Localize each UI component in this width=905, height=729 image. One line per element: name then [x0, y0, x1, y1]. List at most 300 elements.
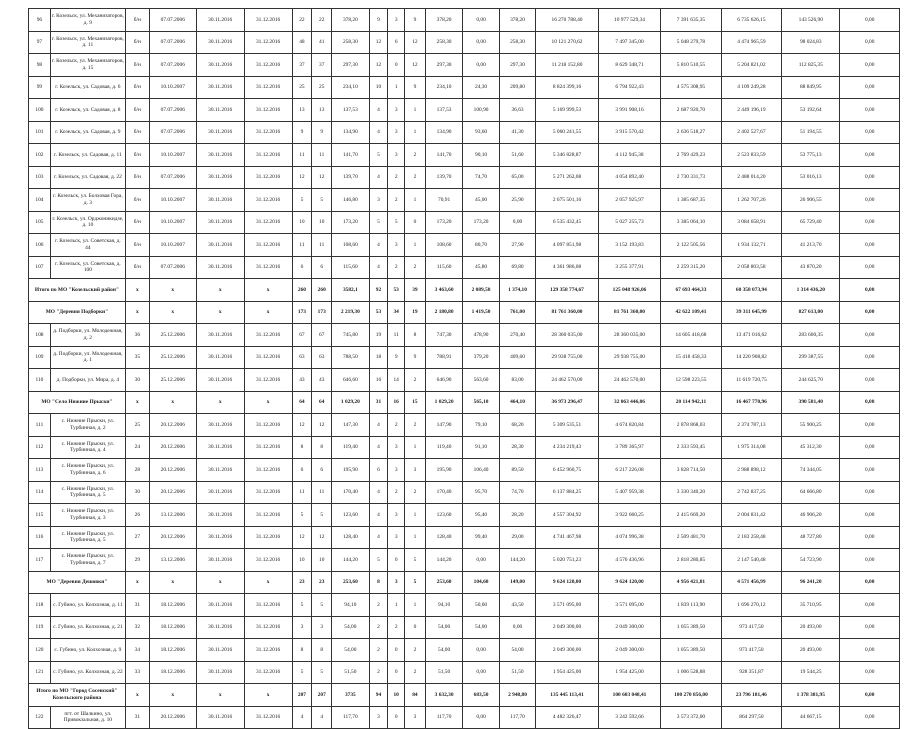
- table-cell: 30.11.2016: [196, 661, 244, 684]
- table-cell: 11: [388, 324, 405, 347]
- table-cell: 3 922 660,25: [598, 504, 661, 527]
- table-cell: 10.10.2007: [149, 76, 196, 99]
- table-cell: 30.11.2016: [196, 436, 244, 459]
- table-cell: 234,10: [425, 76, 463, 99]
- table-cell: 5 169 999,53: [536, 99, 599, 122]
- table-cell: 0,00: [463, 639, 499, 662]
- table-cell: 8: [405, 324, 426, 347]
- table-cell: 2 122 505,56: [661, 234, 721, 257]
- table-cell: 5: [369, 549, 388, 572]
- table-cell: 81 761 360,00: [598, 301, 661, 324]
- table-cell: 99,40: [463, 526, 499, 549]
- table-cell: 30.11.2016: [196, 414, 244, 437]
- table-cell: 30.11.2016: [196, 121, 244, 144]
- table-cell: 4 575 308,95: [661, 76, 721, 99]
- table-cell: 2: [369, 594, 388, 617]
- table-cell: 18.12.2006: [149, 594, 196, 617]
- subtotal-label: МО "Село Нижние Прыски": [29, 391, 126, 414]
- table-cell: 108,60: [425, 234, 463, 257]
- address-cell: д. Подборки, ул. Молодежная, д. 2: [50, 324, 125, 347]
- table-cell: 4 674 820,84: [598, 414, 661, 437]
- table-cell: 2: [388, 414, 405, 437]
- table-cell: x: [244, 279, 292, 302]
- table-cell: 378,20: [425, 9, 463, 32]
- row-number: 111: [29, 414, 51, 437]
- table-cell: 297,30: [425, 54, 463, 77]
- table-cell: 2 523 833,59: [721, 144, 781, 167]
- table-cell: 67 693 464,33: [661, 279, 721, 302]
- table-cell: 92: [369, 279, 388, 302]
- table-cell: 5: [312, 504, 332, 527]
- row-number: 96: [29, 9, 51, 32]
- table-row: [29, 144, 900, 167]
- address-cell: г. Козельск, ул. Болховая Гора, д. 3: [50, 189, 125, 212]
- row-number: 119: [29, 616, 51, 639]
- table-cell: 2 049 300,00: [536, 616, 599, 639]
- table-cell: 207: [292, 684, 312, 707]
- row-number: 112: [29, 436, 51, 459]
- table-cell: 30.11.2016: [196, 594, 244, 617]
- table-cell: 3: [388, 144, 405, 167]
- table-row: [29, 436, 900, 459]
- table-cell: 2 730 331,73: [661, 166, 721, 189]
- table-cell: 14 605 418,68: [661, 324, 721, 347]
- table-cell: 13.12.2006: [149, 549, 196, 572]
- table-cell: 2 769 429,23: [661, 144, 721, 167]
- table-cell: 1: [405, 504, 426, 527]
- table-row: [29, 639, 900, 662]
- table-cell: 27,90: [499, 234, 535, 257]
- table-cell: 31.12.2016: [244, 76, 292, 99]
- table-cell: 5: [405, 549, 426, 572]
- address-cell: с. Нижние Прыски, ул. Турбинная, д. 7: [50, 549, 125, 572]
- table-cell: 74,70: [499, 481, 535, 504]
- table-cell: 07.07.2006: [149, 99, 196, 122]
- table-cell: 48 727,80: [782, 526, 840, 549]
- table-cell: 3: [388, 436, 405, 459]
- table-cell: 0,00: [840, 234, 900, 257]
- table-cell: 270,40: [499, 324, 535, 347]
- table-cell: 115,60: [332, 256, 370, 279]
- table-cell: 28,30: [499, 436, 535, 459]
- table-cell: 827 613,00: [782, 301, 840, 324]
- table-cell: 173,20: [463, 211, 499, 234]
- table-cell: x: [149, 279, 196, 302]
- table-cell: б/н: [125, 189, 149, 212]
- table-cell: 23: [292, 571, 312, 594]
- table-cell: 11: [292, 234, 312, 257]
- table-cell: 478,90: [463, 324, 499, 347]
- table-cell: 144,20: [499, 549, 535, 572]
- table-cell: 4: [369, 504, 388, 527]
- table-cell: 9: [292, 121, 312, 144]
- table-cell: 1: [405, 436, 426, 459]
- table-cell: 84: [405, 684, 426, 707]
- address-cell: г. Козельск, ул. Садовая, д. 11: [50, 144, 125, 167]
- table-cell: 0,00: [840, 121, 900, 144]
- table-cell: 45 312,30: [782, 436, 840, 459]
- table-cell: 5 407 959,38: [598, 481, 661, 504]
- table-cell: 299 387,55: [782, 346, 840, 369]
- table-cell: 10: [312, 211, 332, 234]
- table-cell: 6 794 922,43: [598, 76, 661, 99]
- table-cell: 3: [292, 616, 312, 639]
- table-cell: 6: [292, 459, 312, 482]
- table-cell: 18.12.2006: [149, 661, 196, 684]
- table-cell: 25: [292, 76, 312, 99]
- table-cell: 170,40: [332, 481, 370, 504]
- table-cell: 2: [388, 256, 405, 279]
- table-cell: 3: [388, 504, 405, 527]
- table-cell: 2: [369, 661, 388, 684]
- table-cell: 6: [369, 459, 388, 482]
- table-cell: 4 576 436,96: [598, 549, 661, 572]
- table-cell: 94,10: [425, 594, 463, 617]
- table-cell: 31.12.2016: [244, 549, 292, 572]
- table-row: [29, 706, 900, 729]
- table-cell: 1 006 528,88: [661, 661, 721, 684]
- table-cell: 25: [125, 414, 149, 437]
- table-row: [29, 121, 900, 144]
- table-cell: 0,00: [463, 549, 499, 572]
- table-cell: 0,00: [463, 31, 499, 54]
- subtotal-label: Итого по МО "Город Сосенский" Козельского района: [29, 684, 126, 707]
- table-cell: 27: [125, 526, 149, 549]
- row-number: 99: [29, 76, 51, 99]
- table-cell: 137,53: [425, 99, 463, 122]
- table-cell: 2: [405, 144, 426, 167]
- table-cell: 139,70: [332, 166, 370, 189]
- table-cell: 297,30: [332, 54, 370, 77]
- table-cell: 07.07.2006: [149, 121, 196, 144]
- table-cell: 4: [369, 121, 388, 144]
- table-cell: 32 063 446,06: [598, 391, 661, 414]
- table-cell: 5: [405, 571, 426, 594]
- table-cell: 4 109 249,28: [721, 76, 781, 99]
- table-cell: 258,30: [425, 31, 463, 54]
- table-cell: 54,00: [463, 616, 499, 639]
- table-cell: 2: [405, 369, 426, 392]
- table-cell: 3: [369, 706, 388, 729]
- table-cell: 4 557 304,92: [536, 504, 599, 527]
- table-cell: 79,10: [463, 414, 499, 437]
- table-cell: 10.10.2007: [149, 189, 196, 212]
- table-cell: 96 241,20: [782, 571, 840, 594]
- table-cell: 2 402 527,67: [721, 121, 781, 144]
- table-cell: 4 234 219,43: [536, 436, 599, 459]
- table-cell: 117,70: [332, 706, 370, 729]
- address-cell: д. Подборки, ул. Молодежная, д. 1: [50, 346, 125, 369]
- row-number: 98: [29, 54, 51, 77]
- table-row: [29, 31, 900, 54]
- table-cell: 3 789 365,97: [598, 436, 661, 459]
- table-cell: 6 217 226,08: [598, 459, 661, 482]
- table-cell: 11 218 152,80: [536, 54, 599, 77]
- table-cell: 134,90: [332, 121, 370, 144]
- housing-program-table: [28, 8, 900, 729]
- table-cell: 1 954 425,00: [536, 661, 599, 684]
- table-cell: 90,10: [463, 144, 499, 167]
- row-number: 105: [29, 211, 51, 234]
- table-cell: 74,70: [463, 166, 499, 189]
- table-cell: 11: [312, 144, 332, 167]
- table-cell: 51,50: [425, 661, 463, 684]
- table-cell: 1: [405, 526, 426, 549]
- table-cell: x: [125, 301, 149, 324]
- address-cell: с. Нижние Прыски, ул. Турбинная, д. 5: [50, 481, 125, 504]
- table-cell: 5: [369, 144, 388, 167]
- table-cell: 147,90: [425, 414, 463, 437]
- table-row: [29, 189, 900, 212]
- table-cell: 745,80: [332, 324, 370, 347]
- table-cell: 41 213,70: [782, 234, 840, 257]
- table-cell: 18.12.2006: [149, 616, 196, 639]
- table-cell: 260: [312, 279, 332, 302]
- table-cell: 100 603 048,41: [598, 684, 661, 707]
- table-cell: 13: [312, 99, 332, 122]
- table-cell: 4 571 456,99: [721, 571, 781, 594]
- table-cell: 2: [388, 166, 405, 189]
- table-cell: 0,00: [840, 414, 900, 437]
- table-cell: 10.10.2007: [149, 234, 196, 257]
- table-cell: 43: [312, 369, 332, 392]
- address-cell: с. Губино, ул. Колхозная, д. 22: [50, 661, 125, 684]
- table-cell: 24 462 570,00: [536, 369, 599, 392]
- table-cell: 0,00: [840, 549, 900, 572]
- table-cell: 2 057 925,97: [598, 189, 661, 212]
- table-cell: 464,10: [499, 391, 535, 414]
- table-cell: 0,00: [840, 639, 900, 662]
- table-cell: 3 385 064,10: [661, 211, 721, 234]
- address-cell: с. Нижние Прыски, ул. Турбинная, д. 6: [50, 459, 125, 482]
- table-cell: 6 452 960,75: [536, 459, 599, 482]
- table-cell: 5: [292, 661, 312, 684]
- table-cell: 30: [125, 369, 149, 392]
- table-cell: 100 270 856,00: [661, 684, 721, 707]
- table-cell: 0,00: [840, 436, 900, 459]
- table-cell: 147,30: [332, 414, 370, 437]
- table-cell: 260: [292, 279, 312, 302]
- table-cell: 10.10.2007: [149, 144, 196, 167]
- table-cell: 31.12.2016: [244, 639, 292, 662]
- table-cell: 0: [388, 639, 405, 662]
- table-cell: 928 351,87: [721, 661, 781, 684]
- table-cell: 20.12.2006: [149, 526, 196, 549]
- table-cell: 12 598 223,55: [661, 369, 721, 392]
- address-cell: с. Губино, ул. Колхозная, д. 11: [50, 594, 125, 617]
- table-cell: 119,40: [425, 436, 463, 459]
- table-cell: б/н: [125, 166, 149, 189]
- table-cell: 8 629 348,71: [598, 54, 661, 77]
- table-cell: 0,00: [840, 684, 900, 707]
- table-cell: 51,50: [499, 661, 535, 684]
- table-cell: 173,20: [425, 211, 463, 234]
- table-cell: 3 632,30: [425, 684, 463, 707]
- table-cell: 3: [388, 459, 405, 482]
- table-cell: 30.11.2016: [196, 526, 244, 549]
- table-cell: 2 058 803,58: [721, 256, 781, 279]
- table-cell: 2: [405, 661, 426, 684]
- table-cell: 5: [388, 211, 405, 234]
- table-cell: 106,40: [463, 459, 499, 482]
- table-cell: 3: [388, 526, 405, 549]
- table-cell: 31.12.2016: [244, 706, 292, 729]
- table-cell: 30.11.2016: [196, 99, 244, 122]
- table-cell: 51 194,55: [782, 121, 840, 144]
- table-cell: 30.11.2016: [196, 616, 244, 639]
- table-row: [29, 9, 900, 32]
- table-cell: 195,90: [332, 459, 370, 482]
- table-cell: 258,30: [332, 31, 370, 54]
- table-cell: 128,40: [425, 526, 463, 549]
- table-cell: 24: [125, 436, 149, 459]
- table-cell: 39 311 645,99: [721, 301, 781, 324]
- address-cell: г. Козельск, ул. Садовая, д. 8: [50, 99, 125, 122]
- address-cell: с. Губино, ул. Колхозная, д. 21: [50, 616, 125, 639]
- table-cell: 53 016,13: [782, 166, 840, 189]
- table-cell: 3: [405, 706, 426, 729]
- table-cell: 2 374 787,13: [721, 414, 781, 437]
- table-cell: 4: [369, 526, 388, 549]
- table-cell: 0,00: [840, 571, 900, 594]
- table-cell: 53 192,64: [782, 99, 840, 122]
- table-cell: 30.11.2016: [196, 211, 244, 234]
- table-cell: 0,00: [840, 54, 900, 77]
- table-cell: 0,00: [840, 369, 900, 392]
- row-number: 104: [29, 189, 51, 212]
- table-cell: 31.12.2016: [244, 414, 292, 437]
- table-cell: x: [196, 301, 244, 324]
- table-cell: 10 977 529,34: [598, 9, 661, 32]
- table-cell: 30.11.2016: [196, 706, 244, 729]
- table-cell: 2 878 868,03: [661, 414, 721, 437]
- table-cell: б/н: [125, 31, 149, 54]
- table-cell: 07.07.2006: [149, 256, 196, 279]
- subtotal-label: Итого по МО "Козельский район": [29, 279, 126, 302]
- table-cell: 51,60: [499, 144, 535, 167]
- table-cell: 173,20: [332, 211, 370, 234]
- table-cell: 69,80: [499, 256, 535, 279]
- table-cell: 30: [125, 481, 149, 504]
- table-cell: б/н: [125, 234, 149, 257]
- address-cell: г. Козельск, ул. Механизаторов, д. 9: [50, 9, 125, 32]
- table-cell: 12: [405, 31, 426, 54]
- table-cell: 3: [388, 234, 405, 257]
- table-cell: 0,00: [840, 166, 900, 189]
- table-cell: 54,00: [425, 616, 463, 639]
- table-cell: 30.11.2016: [196, 166, 244, 189]
- table-cell: 3 571 095,00: [536, 594, 599, 617]
- row-number: 101: [29, 121, 51, 144]
- table-cell: 6: [388, 31, 405, 54]
- table-cell: 31.12.2016: [244, 234, 292, 257]
- table-cell: 1 696 270,12: [721, 594, 781, 617]
- table-row: [29, 324, 900, 347]
- table-cell: 6 137 884,25: [536, 481, 599, 504]
- table-cell: 5 346 828,87: [536, 144, 599, 167]
- table-cell: 0: [405, 211, 426, 234]
- subtotal-row: [29, 684, 900, 707]
- table-cell: 258,30: [499, 31, 535, 54]
- table-cell: 30.11.2016: [196, 189, 244, 212]
- table-cell: 3 573 372,00: [661, 706, 721, 729]
- table-row: [29, 616, 900, 639]
- table-cell: 4: [369, 99, 388, 122]
- table-row: [29, 414, 900, 437]
- table-cell: 34: [125, 639, 149, 662]
- table-cell: 0,00: [840, 324, 900, 347]
- table-cell: 89,50: [499, 459, 535, 482]
- table-cell: 683,50: [463, 684, 499, 707]
- table-cell: 0: [388, 54, 405, 77]
- table-cell: 13.12.2006: [149, 504, 196, 527]
- table-cell: 37: [292, 54, 312, 77]
- table-cell: 2 988 898,12: [721, 459, 781, 482]
- row-number: 117: [29, 549, 51, 572]
- row-number: 106: [29, 234, 51, 257]
- table-cell: 0: [405, 616, 426, 639]
- table-cell: 1 378 381,95: [782, 684, 840, 707]
- table-cell: 2 948,80: [499, 684, 535, 707]
- table-cell: 5 048 279,78: [661, 31, 721, 54]
- table-cell: 20.12.2006: [149, 436, 196, 459]
- table-cell: 5 810 510,55: [661, 54, 721, 77]
- table-cell: 44 667,15: [782, 706, 840, 729]
- table-cell: 31.12.2016: [244, 9, 292, 32]
- table-cell: 0,00: [840, 661, 900, 684]
- table-cell: 31.12.2016: [244, 459, 292, 482]
- table-cell: 123,60: [332, 504, 370, 527]
- table-cell: 30.11.2016: [196, 256, 244, 279]
- table-cell: 41,30: [499, 121, 535, 144]
- table-cell: б/н: [125, 211, 149, 234]
- table-cell: 1 934 132,71: [721, 234, 781, 257]
- table-cell: 0,00: [840, 144, 900, 167]
- table-cell: 1: [405, 594, 426, 617]
- table-cell: 39: [405, 279, 426, 302]
- table-cell: 81 761 360,00: [536, 301, 599, 324]
- table-cell: 24,30: [463, 76, 499, 99]
- table-cell: 15: [405, 391, 426, 414]
- address-cell: г. Козельск, ул. Механизаторов, д. 11: [50, 31, 125, 54]
- row-number: 110: [29, 369, 51, 392]
- table-cell: 5 204 821,02: [721, 54, 781, 77]
- table-cell: 53: [388, 279, 405, 302]
- table-cell: 64: [292, 391, 312, 414]
- table-cell: б/н: [125, 256, 149, 279]
- table-cell: 55 900,25: [782, 414, 840, 437]
- table-cell: 0,00: [840, 616, 900, 639]
- table-cell: 16 467 770,96: [721, 391, 781, 414]
- table-cell: 31.12.2016: [244, 31, 292, 54]
- table-cell: 20.12.2006: [149, 414, 196, 437]
- table-cell: 28 360 035,00: [598, 324, 661, 347]
- row-number: 107: [29, 256, 51, 279]
- table-cell: 141,70: [425, 144, 463, 167]
- table-cell: 88 849,95: [782, 76, 840, 99]
- table-cell: 0: [388, 549, 405, 572]
- table-cell: 93,60: [463, 121, 499, 144]
- table-cell: 23 796 181,46: [721, 684, 781, 707]
- table-cell: 253,60: [425, 571, 463, 594]
- table-cell: 28 360 035,00: [536, 324, 599, 347]
- address-cell: г. Козельск, ул. Советская, д. 44: [50, 234, 125, 257]
- table-cell: 4 112 945,38: [598, 144, 661, 167]
- table-cell: 29 938 755,00: [536, 346, 599, 369]
- table-cell: 646,90: [425, 369, 463, 392]
- table-cell: 30.11.2016: [196, 54, 244, 77]
- address-cell: г. Козельск, ул. Садовая, д. 9: [50, 121, 125, 144]
